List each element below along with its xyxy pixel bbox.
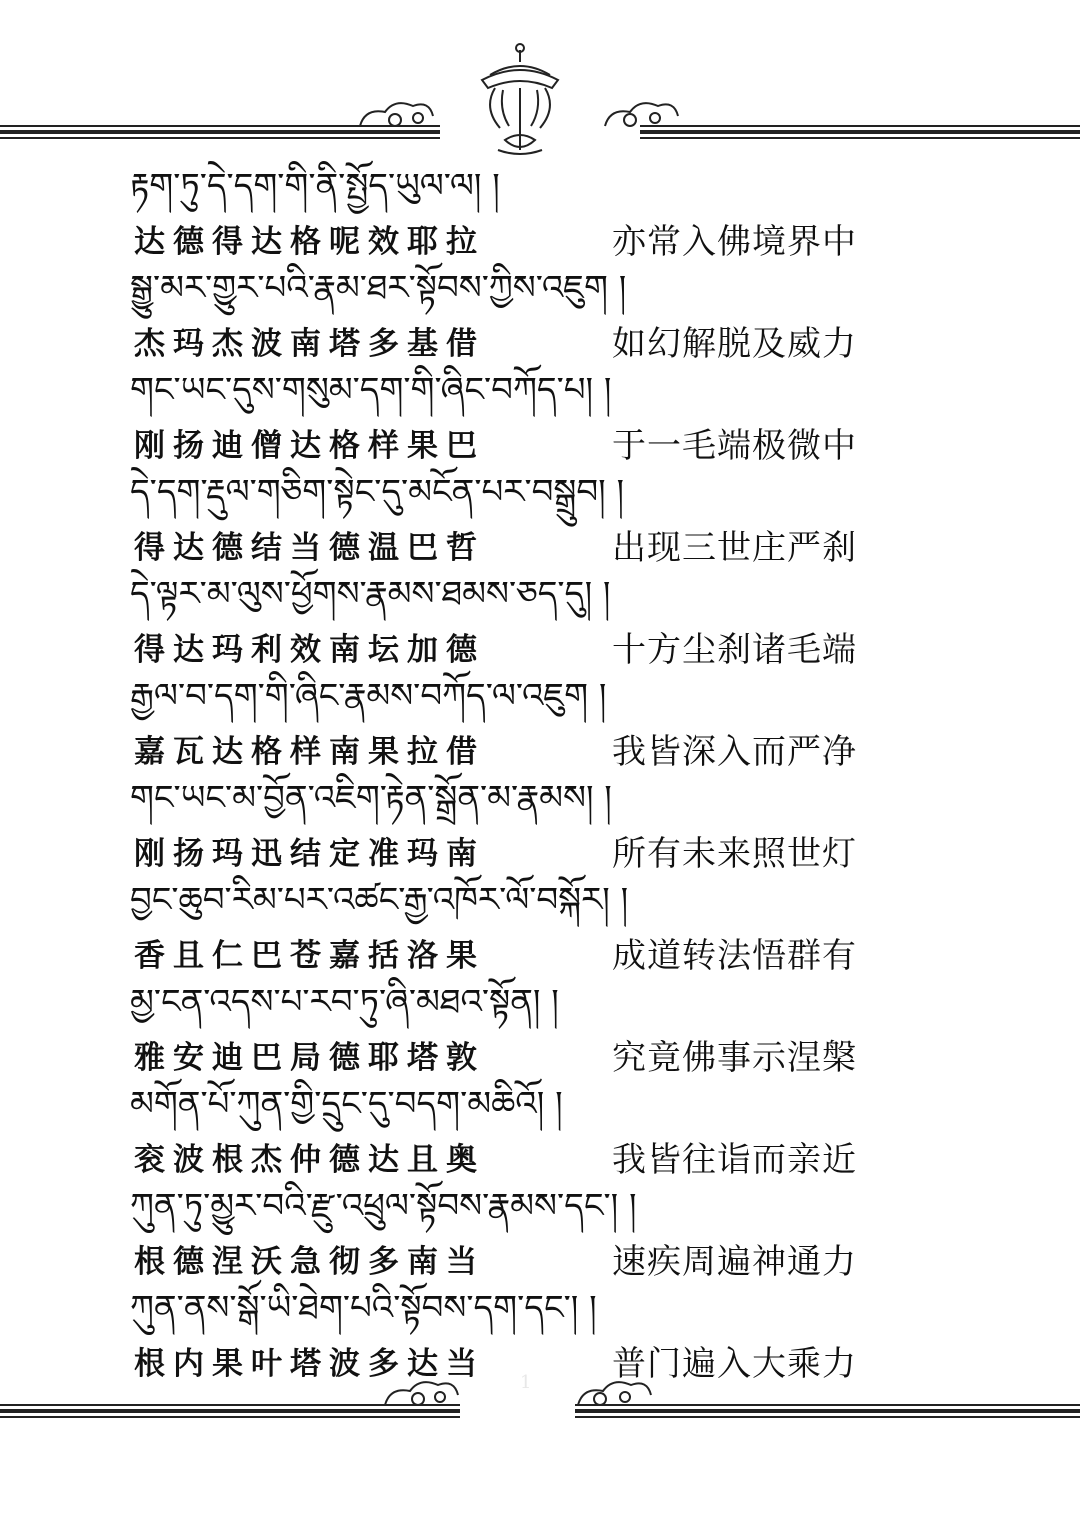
chinese-text: 究竟佛事示涅槃 bbox=[612, 1038, 857, 1078]
translation-row bbox=[130, 722, 857, 772]
chinese-text: 所有未来照世灯 bbox=[612, 834, 857, 874]
verse-stanza bbox=[130, 1180, 857, 1282]
cloud-right-icon bbox=[605, 103, 678, 126]
parasol-emblem-icon bbox=[482, 44, 558, 154]
page-number: 1 bbox=[520, 1372, 532, 1393]
chinese-text: 十方尘刹诸毛端 bbox=[612, 630, 857, 670]
transliteration-text: 根内果叶塔波多达当 bbox=[134, 1346, 485, 1382]
verse-stanza bbox=[130, 874, 857, 976]
transliteration-text: 杰玛杰波南塔多基借 bbox=[134, 326, 485, 362]
verse-stanza bbox=[130, 1078, 857, 1180]
verse-stanza bbox=[130, 568, 857, 670]
transliteration-text: 雅安迪巴局德耶塔敦 bbox=[134, 1040, 485, 1076]
tibetan-line: སྒྱུ་མར་གྱུར་པའི་རྣམ་ཐར་སྟོབས་ཀྱིས་འཇུག ། bbox=[130, 268, 627, 308]
tibetan-line: བྱང་ཆུབ་རིམ་པར་འཚང་རྒྱ་འཁོར་ལོ་བསྐོར། ། bbox=[130, 880, 629, 920]
cloud-left-icon bbox=[360, 103, 433, 126]
transliteration-text: 衮波根杰仲德达且奥 bbox=[134, 1142, 485, 1178]
page-header bbox=[0, 40, 1080, 160]
translation-row bbox=[130, 926, 857, 976]
translation-row bbox=[130, 824, 857, 874]
verse-stanza bbox=[130, 976, 857, 1078]
translation-row bbox=[130, 314, 857, 364]
chinese-text: 普门遍入大乘力 bbox=[612, 1344, 857, 1384]
translation-row bbox=[130, 1028, 857, 1078]
transliteration-text: 香且仁巴苍嘉括洛果 bbox=[134, 938, 485, 974]
chinese-text: 如幻解脱及威力 bbox=[612, 324, 857, 364]
tibetan-line: མགོན་པོ་ཀུན་གྱི་དྲུང་དུ་བདག་མཆིའོ། ། bbox=[130, 1084, 563, 1124]
tibetan-line: ཀུན་ནས་སྒོ་ཡི་ཐེག་པའི་སྟོབས་དག་དང་། ། bbox=[130, 1288, 597, 1328]
tibetan-line: ཀུན་ཏུ་མྱུར་བའི་རྫུ་འཕྲུལ་སྟོབས་རྣམས་དང་། ། bbox=[130, 1186, 637, 1226]
translation-row bbox=[130, 1130, 857, 1180]
tibetan-line: དེ་དག་རྡུལ་གཅིག་སྟེང་དུ་མངོན་པར་བསྒྲུབ། ། bbox=[130, 472, 625, 512]
verse-stanza bbox=[130, 466, 857, 568]
verse-list bbox=[130, 160, 857, 1384]
translation-row bbox=[130, 416, 857, 466]
tibetan-line: གང་ཡང་མ་བྱོན་འཇིག་རྟེན་སྒྲོན་མ་རྣམས། ། bbox=[130, 778, 612, 818]
header-ornament bbox=[0, 40, 1080, 160]
verse-stanza bbox=[130, 772, 857, 874]
verse-stanza bbox=[130, 670, 857, 772]
cloud-right-icon bbox=[578, 1382, 651, 1405]
tibetan-line: རྒྱལ་བ་དག་གི་ཞིང་རྣམས་བཀོད་ལ་འཇུག ། bbox=[130, 676, 607, 716]
chinese-text: 速疾周遍神通力 bbox=[612, 1242, 857, 1282]
verse-stanza bbox=[130, 160, 857, 262]
tibetan-line: མྱ་ངན་འདས་པ་རབ་ཏུ་ཞི་མཐའ་སྟོན། ། bbox=[130, 982, 559, 1022]
transliteration-text: 得达玛利效南坛加德 bbox=[134, 632, 485, 668]
cloud-left-icon bbox=[385, 1382, 458, 1405]
transliteration-text: 刚扬迪僧达格样果巴 bbox=[134, 428, 485, 464]
translation-row bbox=[130, 620, 857, 670]
footer-ornament bbox=[0, 1355, 1080, 1435]
verse-stanza bbox=[130, 364, 857, 466]
chinese-text: 我皆深入而严净 bbox=[612, 732, 857, 772]
transliteration-text: 达德得达格呢效耶拉 bbox=[134, 224, 485, 260]
chinese-text: 出现三世庄严刹 bbox=[612, 528, 857, 568]
translation-row bbox=[130, 212, 857, 262]
transliteration-text: 根德涅沃急彻多南当 bbox=[134, 1244, 485, 1280]
transliteration-text: 嘉瓦达格样南果拉借 bbox=[134, 734, 485, 770]
translation-row bbox=[130, 1232, 857, 1282]
page-footer bbox=[0, 1355, 1080, 1435]
transliteration-text: 刚扬玛迅结定准玛南 bbox=[134, 836, 485, 872]
tibetan-line: རྟག་ཏུ་དེ་དག་གི་ནི་སྤྱོད་ཡུལ་ལ། ། bbox=[130, 166, 500, 206]
chinese-text: 亦常入佛境界中 bbox=[612, 222, 857, 262]
verse-stanza bbox=[130, 262, 857, 364]
transliteration-text: 得达德结当德温巴哲 bbox=[134, 530, 485, 566]
chinese-text: 成道转法悟群有 bbox=[612, 936, 857, 976]
translation-row bbox=[130, 518, 857, 568]
chinese-text: 我皆往诣而亲近 bbox=[612, 1140, 857, 1180]
tibetan-line: དེ་ལྟར་མ་ལུས་ཕྱོགས་རྣམས་ཐམས་ཅད་དུ། ། bbox=[130, 574, 611, 614]
tibetan-line: གང་ཡང་དུས་གསུམ་དག་གི་ཞིང་བཀོད་པ། ། bbox=[130, 370, 612, 410]
chinese-text: 于一毛端极微中 bbox=[612, 426, 857, 466]
